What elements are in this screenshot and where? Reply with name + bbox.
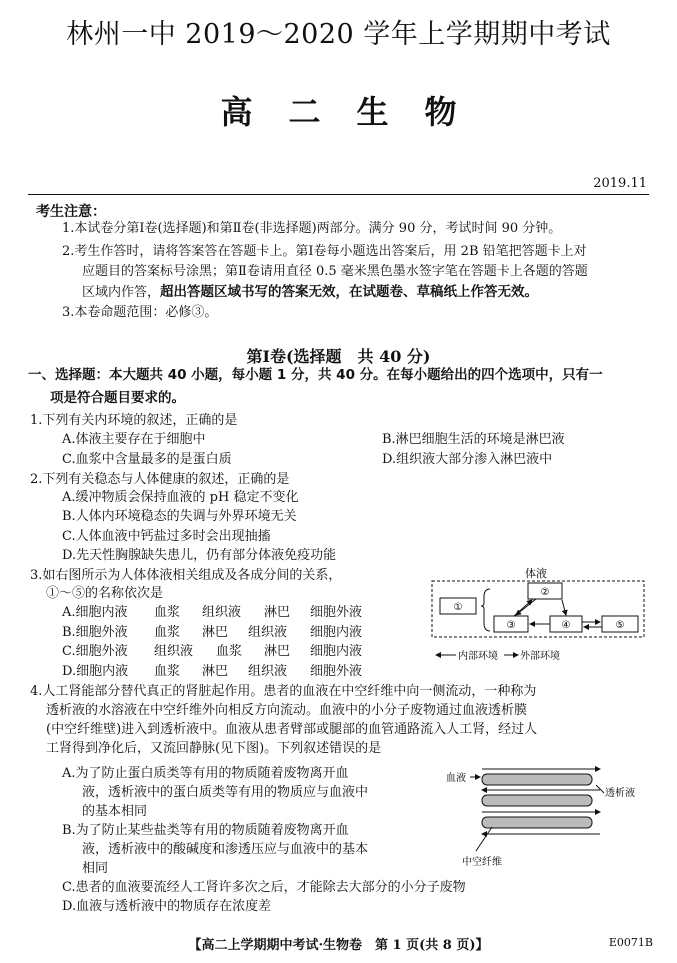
q3-d-1: D.细胞内液 <box>62 664 129 679</box>
notice-item-2-cont: 应题目的答案标号涂黑；第Ⅱ卷请用直径 0.5 毫米黑色墨水签字笔在答题卡上各题的答题 <box>82 264 588 279</box>
fig2-label-fiber: 中空纤维 <box>462 857 502 868</box>
fig2-fiber-1 <box>482 774 592 785</box>
q1-option-d: D.组织液大部分渗入淋巴液中 <box>382 452 553 467</box>
fig2-label-dialysate: 透析液 <box>605 788 635 799</box>
q3-c-3: 血浆 <box>216 644 243 659</box>
q3-d-2: 血浆 <box>154 664 181 679</box>
q4-stem-2: 透析液的水溶液在中空纤维外向相反方向流动。血液中的小分子废物通过血液透析膜 <box>46 703 528 718</box>
q4-option-b-1: B.为了防止某些盐类等有用的物质随着废物离开血 <box>62 823 349 838</box>
q3-b-2: 血浆 <box>154 625 181 640</box>
fig2-label-blood: 血液 <box>446 773 466 784</box>
q3-stem-cont: ①～⑤的名称依次是 <box>46 586 164 601</box>
q2-option-c: C.人体血液中钙盐过多时会出现抽搐 <box>62 529 271 544</box>
notice-item-2-tail: 区域内作答， <box>82 285 161 300</box>
paper-code: E0071B <box>608 936 653 949</box>
exam-title: 林州一中 2019～2020 学年上学期期中考试 <box>66 19 611 50</box>
q4-option-a-3: 的基本相同 <box>82 804 148 819</box>
q4-option-a-1: A.为了防止蛋白质类等有用的物质随着废物离开血 <box>62 766 349 781</box>
q3-b-4: 组织液 <box>248 625 288 640</box>
notice-item-1: 1.本试卷分第Ⅰ卷(选择题)和第Ⅱ卷(非选择题)两部分。满分 90 分，考试时间 90 分钟。 <box>62 221 562 236</box>
notice-heading: 考生注意： <box>36 204 106 220</box>
section-title: 第Ⅰ卷(选择题 共 40 分) <box>246 347 431 366</box>
q2-option-a: A.缓冲物质会保持血液的 pH 稳定不变化 <box>62 490 299 505</box>
fig1-label-3: ③ <box>506 620 516 631</box>
q3-option-a <box>62 604 370 622</box>
q3-option-b <box>62 624 370 642</box>
q3-a-5: 细胞外液 <box>310 605 363 620</box>
fig1-arrow-2-4 <box>562 600 566 615</box>
fig1-label-5: ⑤ <box>615 620 625 631</box>
fig2-fiber-pointer <box>476 827 492 851</box>
q1-option-b: B.淋巴细胞生活的环境是淋巴液 <box>382 432 565 447</box>
q3-a-2: 血浆 <box>154 605 181 620</box>
q1-option-a: A.体液主要存在于细胞中 <box>62 432 206 447</box>
fig1-arrow-3-2 <box>514 600 532 616</box>
header-rule <box>28 194 649 195</box>
fig1-label-outer: 外部环境 <box>520 651 560 662</box>
q3-option-c <box>62 643 370 661</box>
fig2-dialysate-pointer <box>596 785 604 793</box>
section-intro-cont: 项是符合题目要求的。 <box>50 390 185 406</box>
fig1-label-4: ④ <box>561 620 571 631</box>
q3-stem: 3.如右图所示为人体体液相关组成及各成分间的关系， <box>30 568 342 583</box>
q4-option-d: D.血液与透析液中的物质存在浓度差 <box>62 899 272 914</box>
fig2-fiber-3 <box>482 817 592 828</box>
q1-option-c: C.血浆中含量最多的是蛋白质 <box>62 452 232 467</box>
notice-item-2: 2.考生作答时，请将答案答在答题卡上。第Ⅰ卷每小题选出答案后，用 2B 铅笔把答题卡上对 <box>62 244 587 259</box>
q3-c-1: C.细胞外液 <box>62 644 128 659</box>
q3-b-3: 淋巴 <box>202 625 229 640</box>
q4-stem-1: 4.人工肾能部分替代真正的肾脏起作用。患者的血液在中空纤维中向一侧流动，一种称为 <box>30 684 537 699</box>
exam-date: 2019.11 <box>593 176 647 191</box>
q3-d-3: 淋巴 <box>202 664 229 679</box>
q3-d-4: 组织液 <box>248 664 288 679</box>
q3-c-4: 淋巴 <box>264 644 291 659</box>
fig1-dashed-frame <box>432 581 644 637</box>
q2-stem: 2.下列有关稳态与人体健康的叙述，正确的是 <box>30 472 290 487</box>
q3-a-3: 组织液 <box>202 605 242 620</box>
fig1-label-2: ② <box>540 587 550 598</box>
fig2-fiber-2 <box>482 795 592 806</box>
q3-b-5: 细胞内液 <box>310 625 363 640</box>
q4-stem-4: 工肾得到净化后，又流回静脉(见下图)。下列叙述错误的是 <box>46 741 382 756</box>
q4-option-b-3: 相同 <box>82 861 109 876</box>
fig1-arrow-2-3 <box>516 599 536 615</box>
q4-option-c: C.患者的血液要流经人工肾许多次之后，才能除去大部分的小分子废物 <box>62 880 466 895</box>
q2-option-b: B.人体内环境稳态的失调与外界环境无关 <box>62 509 297 524</box>
q4-option-a-2: 液，透析液中的蛋白质类等有用的物质应与血液中 <box>82 785 369 800</box>
q2-option-d: D.先天性胸腺缺失患儿，仍有部分体液免疫功能 <box>62 548 337 563</box>
q1-stem: 1.下列有关内环境的叙述，正确的是 <box>30 413 238 428</box>
q4-option-b-2: 液，透析液中的酸碱度和渗透压应与血液中的基本 <box>82 842 369 857</box>
notice-item-3: 3.本卷命题范围：必修③。 <box>62 305 218 320</box>
fig1-label-inner: 内部环境 <box>458 651 498 662</box>
body-fluid-diagram <box>426 567 650 667</box>
q3-b-1: B.细胞外液 <box>62 625 128 640</box>
fig1-label-body-fluid: 体液 <box>525 567 547 580</box>
fig1-label-1: ① <box>453 602 463 613</box>
q3-option-d <box>62 663 370 681</box>
q3-c-2: 组织液 <box>154 644 194 659</box>
section-intro: 一、选择题：本大题共 40 小题，每小题 1 分，共 40 分。在每小题给出的四个选项中，只有一 <box>28 367 603 383</box>
subject-title: 高二生物 <box>220 93 493 131</box>
q3-a-1: A.细胞内液 <box>62 605 128 620</box>
notice-warning: 超出答题区域书写的答案无效，在试题卷、草稿纸上作答无效。 <box>160 284 539 300</box>
fig1-brace <box>481 589 490 631</box>
page-footer: 【高二上学期期中考试·生物卷 第 1 页(共 8 页)】 <box>188 938 489 953</box>
q3-a-4: 淋巴 <box>264 605 291 620</box>
q3-c-5: 细胞内液 <box>310 644 363 659</box>
q4-stem-3: (中空纤维壁)进入到透析液中。血液从患者臂部或腿部的血管通路流入人工肾，经过人 <box>46 722 538 737</box>
artificial-kidney-diagram <box>446 765 646 875</box>
notice-item-2-cont2 <box>82 283 538 302</box>
q3-d-5: 细胞外液 <box>310 664 363 679</box>
